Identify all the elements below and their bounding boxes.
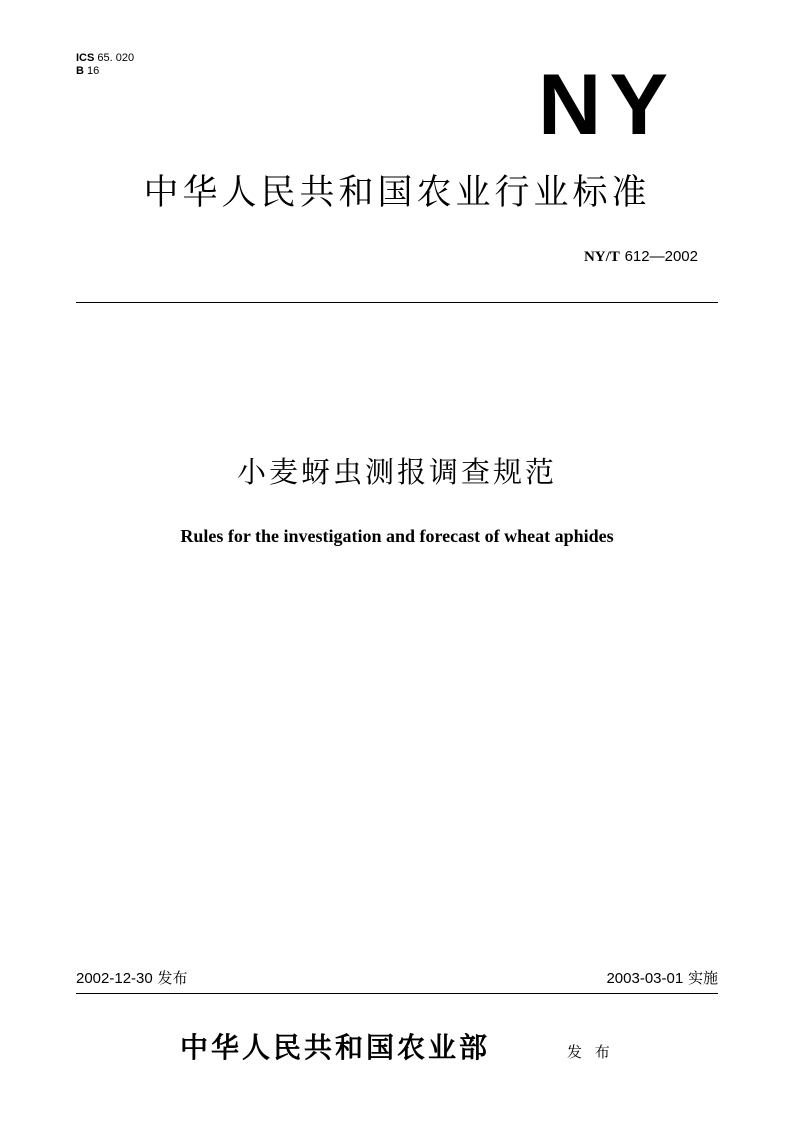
- top-divider: [76, 302, 718, 303]
- implement-label: 实施: [687, 969, 718, 987]
- publish-label: 发 布: [567, 1043, 614, 1061]
- ics-label: ICS: [76, 52, 95, 64]
- standard-number: [584, 246, 698, 267]
- ny-logo: NY: [538, 57, 677, 153]
- ics-code-line: [76, 52, 134, 65]
- issue-date: 2002-12-30: [76, 970, 153, 987]
- main-title: 中华人民共和国农业行业标准: [143, 173, 651, 213]
- document-title-cn: 小麦蚜虫测报调查规范: [236, 455, 557, 489]
- issue-date-line: [76, 967, 188, 990]
- ccs-code: 16: [87, 65, 100, 77]
- ics-code: 65. 020: [97, 52, 135, 64]
- issue-label: 发布: [157, 969, 188, 987]
- document-title-en: Rules for the investigation and forecast of wheat aphides: [180, 526, 614, 546]
- implement-date: 2003-03-01: [606, 970, 684, 987]
- standard-number-value: 612—2002: [624, 248, 698, 265]
- ccs-label: B: [76, 65, 84, 77]
- bottom-divider: [76, 993, 718, 994]
- ccs-code-line: [76, 65, 134, 78]
- standard-number-prefix: NY/T: [583, 249, 620, 265]
- publisher-name: 中华人民共和国农业部: [180, 1031, 491, 1064]
- implement-date-line: [606, 967, 718, 990]
- classification-codes: [76, 52, 134, 78]
